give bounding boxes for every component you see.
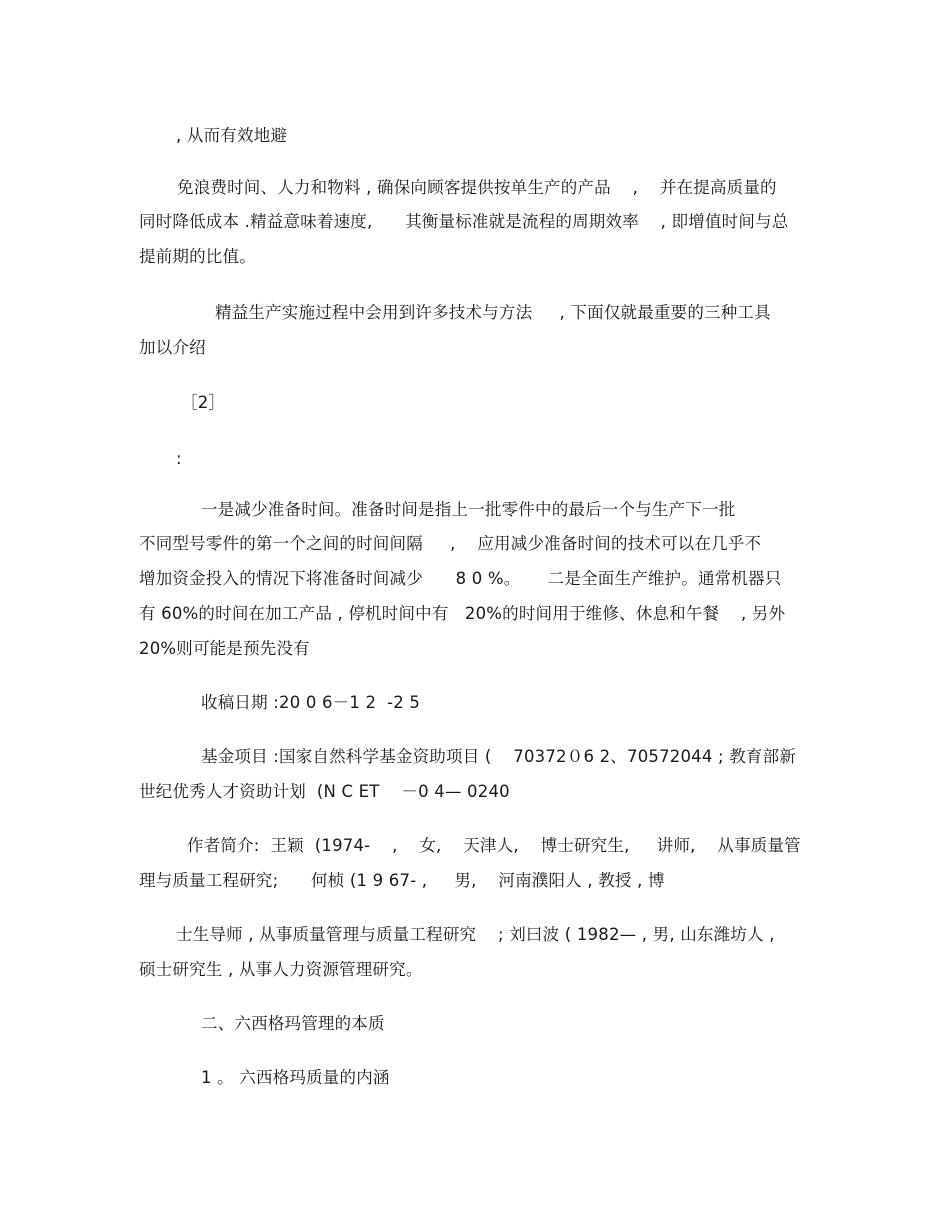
text-line: 提前期的比值。 (139, 247, 256, 266)
subsection-heading: 1 。 六西格玛质量的内涵 (201, 1068, 390, 1087)
funding-line: 世纪优秀人才资助计划 (N C ET －0 4— 0240 (139, 782, 510, 801)
text-line: 增加资金投入的情况下将准备时间减少 8 0 %。 二是全面生产维护。通常机器只 (139, 569, 782, 588)
section-heading: 二、六西格玛管理的本质 (201, 1014, 385, 1033)
text-line: 不同型号零件的第一个之间的时间间隔 , 应用减少准备时间的技术可以在几乎不 (139, 534, 762, 553)
author-bio-line: 士生导师 , 从事质量管理与质量工程研究 ; 刘曰波 ( 1982— , 男, 山东潍坊人 , (176, 925, 775, 944)
author-bio-line: 理与质量工程研究; 何桢 (1 9 67- , 男, 河南濮阳人 , 教授 , 博 (139, 871, 665, 890)
text-line: , 从而有效地避 (176, 126, 288, 145)
author-bio-line: 作者简介: 王颖 (1974- , 女, 天津人, 博士研究生, 讲师, 从事质量管 (187, 836, 801, 855)
text-line: : (176, 449, 182, 468)
text-line: 加以介绍 (139, 338, 206, 357)
author-bio-line: 硕士研究生 , 从事人力资源管理研究。 (139, 960, 423, 979)
received-date: 收稿日期 :20 0 6－1 2 -2 5 (201, 693, 421, 712)
text-line: 同时降低成本 .精益意味着速度, 其衡量标准就是流程的周期效率 , 即增值时间与总 (139, 212, 789, 231)
funding-line: 基金项目 :国家自然科学基金资助项目 ( 70372０6 2、70572044 ; 教育部新 (201, 747, 797, 766)
text-line: 精益生产实施过程中会用到许多技术与方法 , 下面仅就最重要的三种工具 (215, 303, 771, 322)
citation-marker: ［2］ (181, 393, 226, 412)
text-line: 20%则可能是预先没有 (139, 639, 310, 658)
text-line: 一是减少准备时间。准备时间是指上一批零件中的最后一个与生产下一批 (201, 500, 736, 519)
text-line: 免浪费时间、人力和物料 , 确保向顾客提供按单生产的产品 , 并在提高质量的 (177, 178, 777, 197)
text-line: 有 60%的时间在加工产品 , 停机时间中有 20%的时间用于维修、休息和午餐 , 另外 (139, 604, 786, 623)
